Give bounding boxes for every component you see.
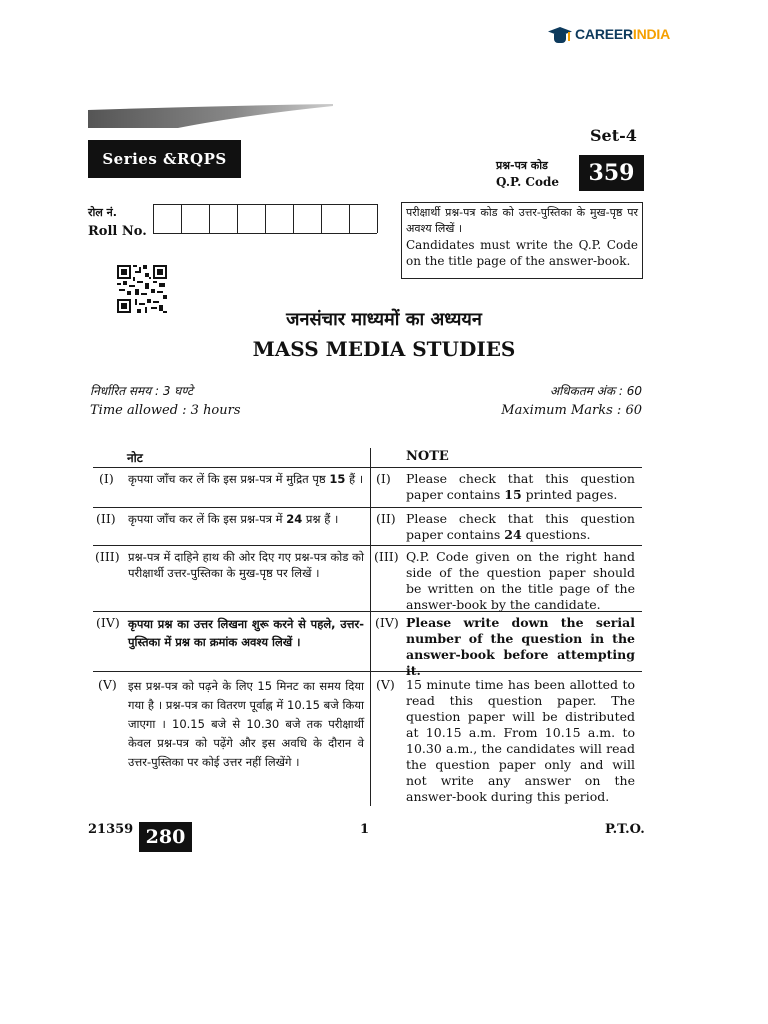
graduation-cap-icon [548,23,572,45]
row-4-number-en: (IV) [375,615,399,630]
notice-en: Candidates must write the Q.P. Code on the title page of the answer-book. [406,238,638,268]
qp-code-value: 359 [579,155,644,191]
roll-digit-box[interactable] [181,204,210,233]
roll-number-boxes[interactable] [153,204,377,234]
roll-digit-box[interactable] [321,204,350,233]
roll-digit-box[interactable] [293,204,322,233]
row-2-number-hi: (II) [96,511,116,526]
logo-text: CAREERINDIA [575,26,671,42]
row-1-number-hi: (I) [99,471,114,486]
row-5-number-hi: (V) [98,677,117,692]
note-heading-hi: नोट [127,451,143,465]
row-4-text-en: Please write down the serial number of the question in the answer-book before attempting it. [406,615,635,678]
careerindia-logo [548,18,670,50]
row-3-number-hi: (III) [95,549,120,564]
row-2-text-hi: कृपया जाँच कर लें कि इस प्रश्न-पत्र में 24 प्रश्न हैं । [128,512,339,526]
qr-code-icon [117,265,167,313]
row-4-number-hi: (IV) [96,615,120,630]
row-separator [93,507,642,508]
row-separator [93,545,642,546]
roll-digit-box[interactable] [153,204,182,233]
roll-digit-box[interactable] [209,204,238,233]
row-1-text-hi: कृपया जाँच कर लें कि इस प्रश्न-पत्र में मुद्रित पृष्ठ 15 हैं । [128,472,364,486]
notice-hi: परीक्षार्थी प्रश्न-पत्र कोड को उत्तर-पुस्तिका के मुख-पृष्ठ पर अवश्य लिखें । [406,206,638,235]
row-1-text-en: Please check that this question paper contains 15 printed pages. [406,471,635,502]
notes-divider [370,448,371,806]
maximum-marks-en: Maximum Marks : 60 [501,403,642,418]
row-2-text-en: Please check that this question paper contains 24 questions. [406,511,635,542]
row-3-text-en: Q.P. Code given on the right hand side of the question paper should be written on the title page of the answer-book by the candidate. [406,549,635,612]
note-heading-en: NOTE [406,449,449,464]
time-allowed-en: Time allowed : 3 hours [90,403,241,418]
qp-code-notice [401,202,643,279]
pto-label: P.T.O. [605,822,645,837]
roll-label-hi: रोल नं. [88,206,117,219]
page-number: 1 [360,822,370,837]
row-1-number-en: (I) [376,471,391,486]
set-label: Set-4 [590,126,637,145]
row-4-text-hi: कृपया प्रश्न का उत्तर लिखना शुरू करने से पहले, उत्तर-पुस्तिका में प्रश्न का क्रमांक अवश्य लिखें । [128,617,364,649]
row-5-text-hi: इस प्रश्न-पत्र को पढ़ने के लिए 15 मिनट का समय दिया गया है । प्रश्न-पत्र का वितरण पूर्वाह्न में 10.15 बजे किया जाएगा । 10.15 बजे से 10.30 बजे तक परीक्षार्थी केवल प्रश्न-पत्र को पढ़ेंगे और इस अवधि के दौरान वे उत्तर-पुस्तिका पर कोई उत्तर नहीं लिखेंगे । [128,679,364,769]
header-swoosh [88,104,333,128]
time-allowed-hi: निर्धारित समय : 3 घण्टे [90,384,194,398]
roll-digit-box[interactable] [265,204,294,233]
roll-number-label [88,203,147,241]
paper-code: 21359 [88,822,134,837]
qp-code-label-hi: प्रश्न-पत्र कोड [496,159,548,172]
footer-code-box: 280 [139,822,192,852]
subject-title-en: MASS MEDIA STUDIES [252,337,516,361]
subject-title-hi: जनसंचार माध्यमों का अध्ययन [286,309,482,330]
roll-label-en: Roll No. [88,224,147,239]
row-5-text-en: 15 minute time has been allotted to read this question paper. The question paper will be distributed at 10.15 a.m. From 10.15 a.m. to 10.30 a.m., the candidates will read the question paper only and will not write any answer on the answer-book during this period. [406,677,635,804]
row-3-text-hi: प्रश्न-पत्र में दाहिने हाथ की ओर दिए गए प्रश्न-पत्र कोड को परीक्षार्थी उत्तर-पुस्तिका के मुख-पृष्ठ पर लिखें । [128,550,364,580]
maximum-marks-hi: अधिकतम अंक : 60 [549,384,642,398]
row-separator [93,467,642,468]
row-5-number-en: (V) [376,677,395,692]
row-3-number-en: (III) [374,549,399,564]
time-allowed [90,381,241,421]
roll-digit-box[interactable] [349,204,378,233]
qp-code-label-en: Q.P. Code [496,175,560,189]
row-2-number-en: (II) [376,511,396,526]
qp-code-label [496,157,559,191]
maximum-marks [501,381,642,421]
roll-digit-box[interactable] [237,204,266,233]
series-badge: Series &RQPS [88,140,241,178]
